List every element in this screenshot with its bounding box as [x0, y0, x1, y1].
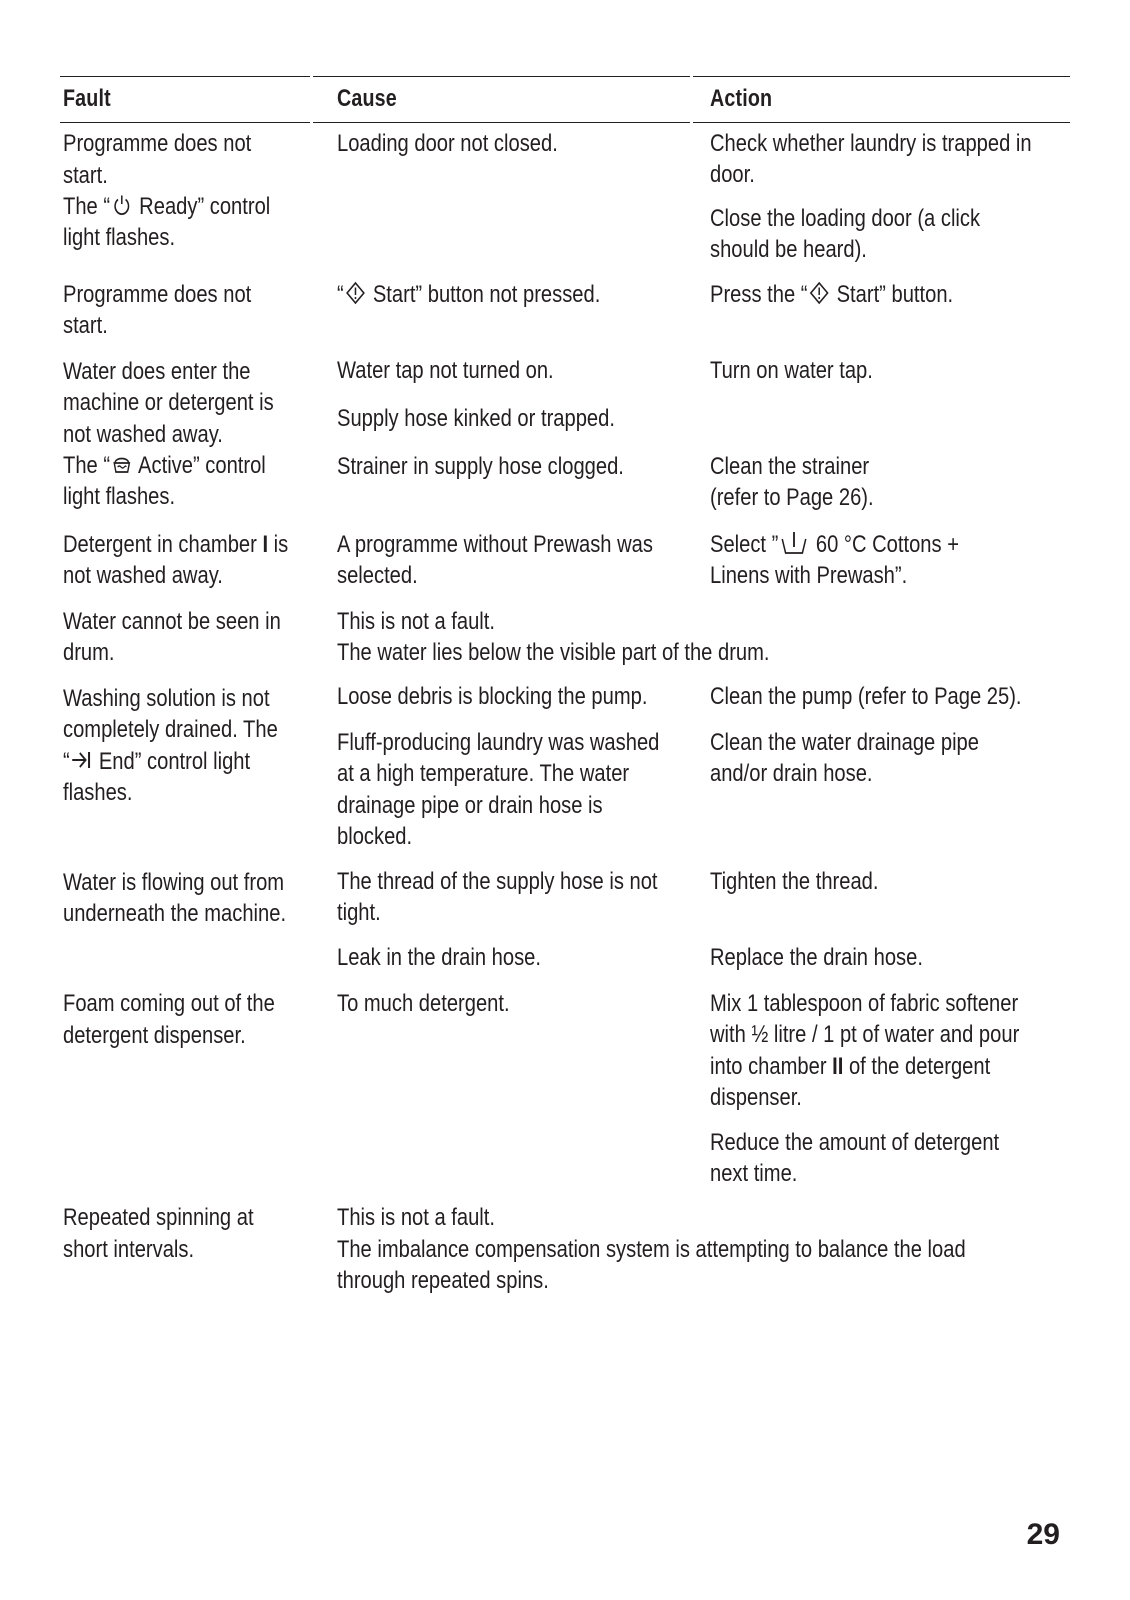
fault-text: Programme does not [63, 281, 252, 308]
cause-text: “ Start” button not pressed. [337, 281, 601, 308]
fault-text: Foam coming out of the [63, 990, 275, 1017]
cause-text: Leak in the drain hose. [337, 944, 541, 971]
fault-text: Detergent in chamber I is [63, 531, 289, 558]
action-text: and/or drain hose. [710, 760, 873, 787]
action-text: Mix 1 tablespoon of fabric softener [710, 990, 1019, 1017]
fault-text: light flashes. [63, 224, 176, 251]
table-header-rule [60, 122, 1070, 123]
power-icon [112, 193, 132, 217]
cause-text: The imbalance compensation system is attempting to balance the load [337, 1236, 966, 1263]
action-text: Tighten the thread. [710, 868, 879, 895]
fault-text: underneath the machine. [63, 900, 287, 927]
start-pause-icon [809, 281, 829, 305]
header-cause: Cause [337, 85, 397, 112]
cause-text: Water tap not turned on. [337, 357, 554, 384]
active-water-icon [112, 452, 132, 476]
action-text: Clean the strainer [710, 453, 870, 480]
fault-text: short intervals. [63, 1236, 195, 1263]
cause-text: selected. [337, 562, 418, 589]
cause-text: through repeated spins. [337, 1267, 549, 1294]
end-arrow-icon [71, 748, 91, 772]
page-number: 29 [1026, 1518, 1060, 1551]
action-text: with ½ litre / 1 pt of water and pour [710, 1021, 1020, 1048]
fault-text: machine or detergent is [63, 389, 274, 416]
fault-text: Water is flowing out from [63, 869, 285, 896]
cause-text: To much detergent. [337, 990, 510, 1017]
fault-text: drum. [63, 639, 115, 666]
action-text: Select ” 60 °C Cottons + [710, 531, 959, 558]
action-text: Replace the drain hose. [710, 944, 923, 971]
cause-text: Supply hose kinked or trapped. [337, 405, 615, 432]
header-fault: Fault [63, 85, 111, 112]
start-pause-icon [345, 281, 365, 305]
fault-text: not washed away. [63, 421, 223, 448]
fault-text: light flashes. [63, 483, 176, 510]
cause-text: drainage pipe or drain hose is [337, 792, 603, 819]
table-top-rule [60, 76, 1070, 77]
action-text: (refer to Page 26). [710, 484, 874, 511]
cause-text: at a high temperature. The water [337, 760, 630, 787]
action-text: Check whether laundry is trapped in [710, 130, 1032, 157]
action-text: Clean the pump (refer to Page 25). [710, 683, 1022, 710]
action-text: Turn on water tap. [710, 357, 873, 384]
action-text: should be heard). [710, 236, 867, 263]
cause-text: The thread of the supply hose is not [337, 868, 658, 895]
fault-text: completely drained. The [63, 716, 278, 743]
cause-text: Fluff-producing laundry was washed [337, 729, 660, 756]
action-text: Reduce the amount of detergent [710, 1129, 1000, 1156]
action-text: next time. [710, 1160, 798, 1187]
action-text: door. [710, 161, 755, 188]
action-text: into chamber II of the detergent [710, 1053, 991, 1080]
fault-text: detergent dispenser. [63, 1022, 246, 1049]
cause-text: The water lies below the visible part of the drum. [337, 639, 770, 666]
fault-text: start. [63, 312, 108, 339]
fault-text: Water cannot be seen in [63, 608, 281, 635]
fault-text: The “ Active” control [63, 452, 266, 479]
fault-text: “ End” control light [63, 748, 251, 775]
fault-text: start. [63, 162, 108, 189]
fault-text: flashes. [63, 779, 133, 806]
cause-text: A programme without Prewash was [337, 531, 653, 558]
fault-text: The “ Ready” control [63, 193, 271, 220]
cause-text: This is not a fault. [337, 1204, 495, 1231]
wash-tub-icon [780, 531, 809, 555]
action-text: Close the loading door (a click [710, 205, 981, 232]
cause-text: tight. [337, 899, 381, 926]
cause-text: This is not a fault. [337, 608, 495, 635]
fault-text: Washing solution is not [63, 685, 270, 712]
cause-text: blocked. [337, 823, 413, 850]
fault-text: Water does enter the [63, 358, 251, 385]
cause-text: Strainer in supply hose clogged. [337, 453, 624, 480]
action-text: dispenser. [710, 1084, 802, 1111]
fault-text: Programme does not [63, 130, 252, 157]
cause-text: Loose debris is blocking the pump. [337, 683, 648, 710]
action-text: Linens with Prewash”. [710, 562, 908, 589]
cause-text: Loading door not closed. [337, 130, 558, 157]
fault-text: Repeated spinning at [63, 1204, 254, 1231]
fault-text: not washed away. [63, 562, 223, 589]
header-action: Action [710, 85, 773, 112]
action-text: Press the “ Start” button. [710, 281, 954, 308]
action-text: Clean the water drainage pipe [710, 729, 979, 756]
